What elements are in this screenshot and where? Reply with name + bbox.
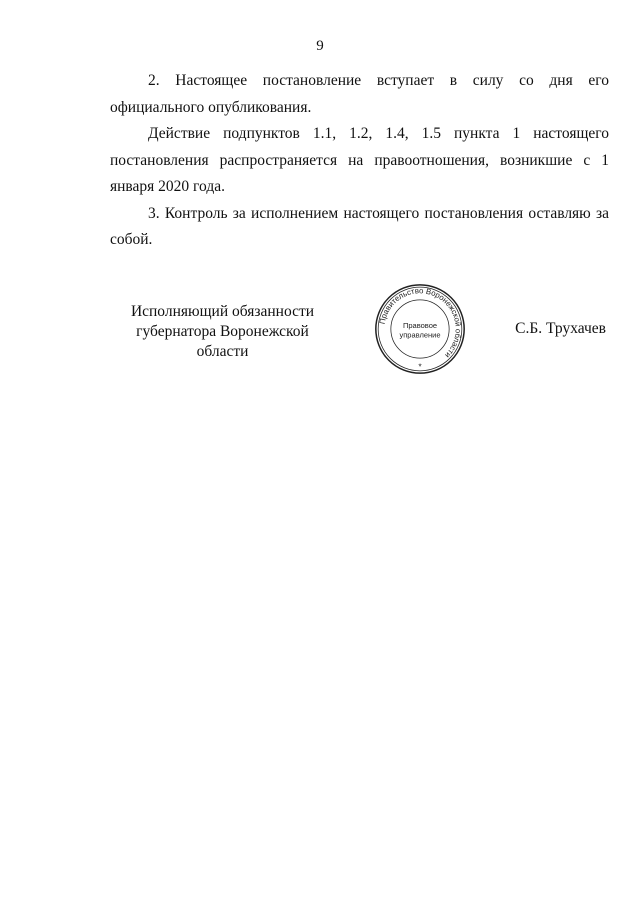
official-title: [110, 302, 335, 362]
paragraph-retroactive-effect: Действие подпунктов 1.1, 1.2, 1.4, 1.5 пункта 1 настоящего постановления распространяется на правоотношения, возникшие с 1 января 2020 года.: [110, 125, 609, 195]
signature-block: [0, 298, 640, 408]
official-stamp: [373, 282, 467, 376]
page-number: 9: [316, 38, 324, 54]
stamp-center-line1: Правовое: [402, 321, 438, 331]
official-title-line2: губернатора Воронежской области: [136, 323, 309, 360]
stamp-center-line2: управление: [399, 330, 441, 340]
stamp-star: *: [418, 361, 422, 372]
document-body: [110, 68, 609, 254]
paragraph-entry-into-force: 2. Настоящее постановление вступает в силу со дня его официального опубликования.: [110, 72, 609, 116]
official-title-line1: Исполняющий обязанности: [130, 303, 315, 320]
signer-name: С.Б. Трухачев: [515, 320, 606, 337]
stamp-ring-text: Правительство Воронежской области: [377, 286, 463, 360]
paragraph-control: 3. Контроль за исполнением настоящего постановления оставляю за собой.: [110, 204, 609, 248]
